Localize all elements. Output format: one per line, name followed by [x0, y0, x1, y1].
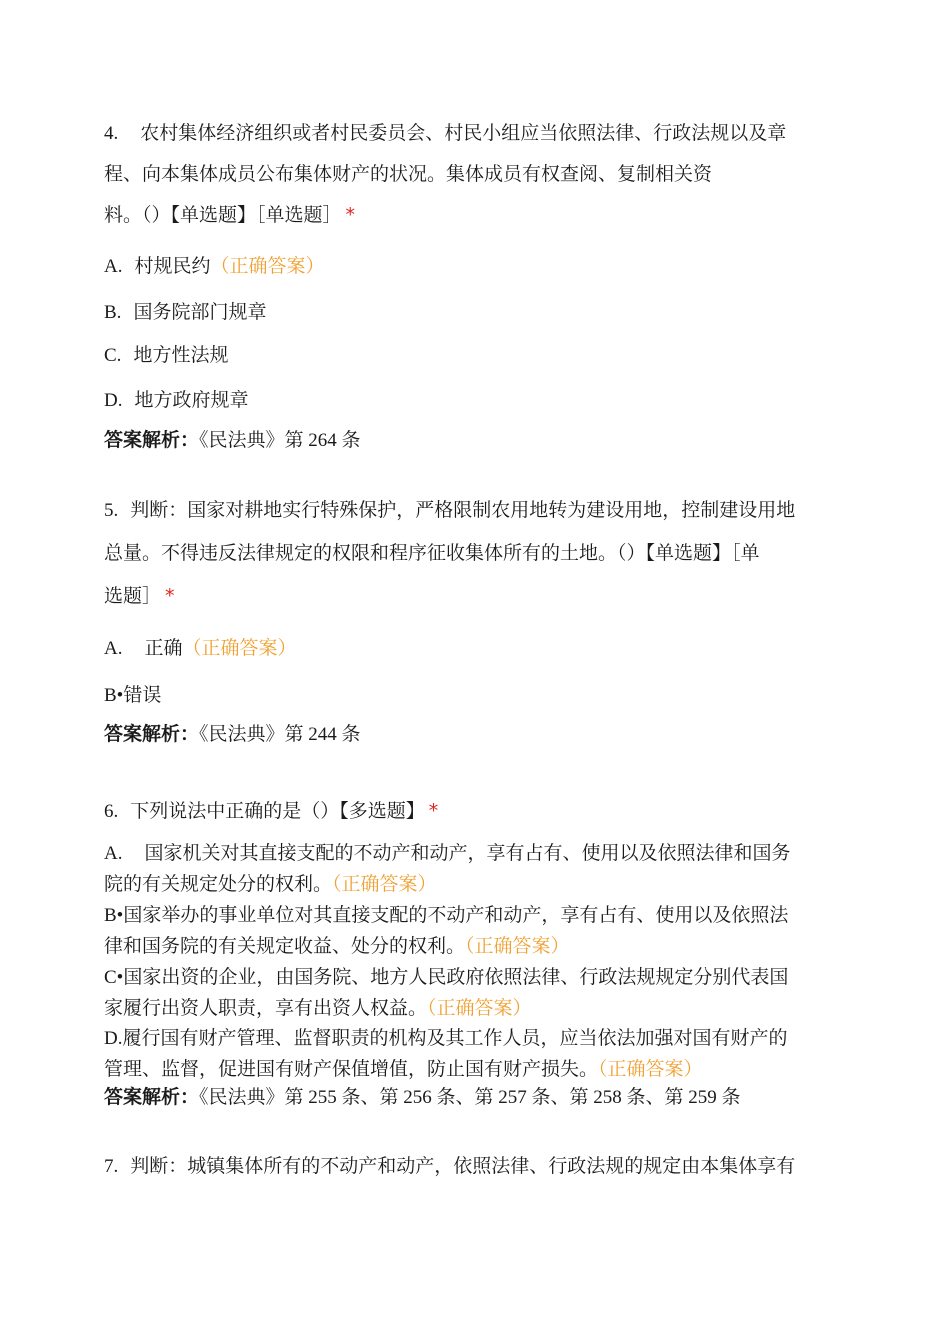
option-key: A. [104, 843, 123, 864]
option-a [104, 252, 844, 281]
option-a [104, 634, 844, 663]
option-key: B• [104, 685, 124, 706]
option-key: B• [104, 905, 124, 926]
question-text-line: 农村集体经济组织或者村民委员会、村民小组应当依照法律、行政法规以及章 [140, 122, 787, 144]
option-key: C• [104, 967, 124, 988]
required-star: * [165, 585, 175, 607]
option-text: 家履行出资人职责，享有出资人权益。 [104, 997, 428, 1019]
question-number: 5. [104, 500, 119, 521]
option-d [104, 1023, 844, 1084]
option-b [104, 681, 844, 710]
answer-analysis [104, 426, 844, 455]
option-b [104, 900, 844, 961]
option-text: 错误 [123, 684, 162, 706]
option-text: 地方性法规 [133, 344, 229, 366]
correct-answer-mark: （正确答案） [182, 637, 297, 659]
answer-analysis [104, 720, 844, 749]
option-text: 履行国有财产管理、监督职责的机构及其工作人员，应当依法加强对国有财产的 [122, 1027, 788, 1049]
correct-answer-mark: （正确答案） [598, 1058, 703, 1080]
question-number: 7. [104, 1156, 119, 1177]
question-text-line: 下列说法中正确的是（）【多选题】 [130, 800, 425, 822]
question-number: 4. [104, 123, 119, 144]
option-text: 国家出资的企业，由国务院、地方人民政府依照法律、行政法规规定分别代表国 [123, 966, 789, 988]
option-text: 律和国务院的有关规定收益、处分的权利。 [104, 935, 466, 957]
question-7-stem [104, 1152, 844, 1181]
analysis-text: 《民法典》第 244 条 [199, 724, 361, 745]
answer-analysis [104, 1083, 844, 1112]
option-text: 正确 [144, 637, 183, 659]
option-d [104, 386, 844, 415]
option-text: 国务院部门规章 [133, 301, 267, 323]
correct-answer-mark: （正确答案） [465, 935, 570, 957]
analysis-label: 答案解析： [104, 1086, 200, 1108]
analysis-text: 《民法典》第 255 条、第 256 条、第 257 条、第 258 条、第 259 条 [199, 1087, 741, 1108]
option-key: A. [104, 638, 123, 659]
question-text-line: 料。（）【单选题】［单选题］ [104, 204, 342, 226]
question-6-stem [104, 797, 844, 826]
option-text: 地方政府规章 [134, 389, 249, 411]
option-text: 国家机关对其直接支配的不动产和动产，享有占有、使用以及依照法律和国务 [144, 842, 791, 864]
correct-answer-mark: （正确答案） [332, 873, 437, 895]
option-a [104, 838, 844, 899]
question-5-stem [104, 496, 844, 611]
question-text-line: 程、向本集体成员公布集体财产的状况。集体成员有权查阅、复制相关资 [104, 163, 713, 185]
option-key: A. [104, 256, 123, 277]
correct-answer-mark: （正确答案） [427, 997, 532, 1019]
option-key: D. [104, 1028, 123, 1049]
option-c [104, 962, 844, 1023]
option-key: D. [104, 390, 123, 411]
correct-answer-mark: （正确答案） [210, 255, 325, 277]
option-b [104, 298, 844, 327]
option-text: 管理、监督，促进国有财产保值增值，防止国有财产损失。 [104, 1058, 599, 1080]
question-number: 6. [104, 801, 119, 822]
option-key: C. [104, 345, 122, 366]
option-text: 院的有关规定处分的权利。 [104, 873, 333, 895]
question-text-line: 选题］ [104, 585, 162, 607]
analysis-label: 答案解析： [104, 429, 200, 451]
required-star: * [428, 800, 439, 822]
question-4-stem [104, 119, 844, 230]
question-text-line: 总量。不得违反法律规定的权限和程序征收集体所有的土地。（）【单选题】［单 [104, 542, 760, 564]
analysis-label: 答案解析： [104, 723, 200, 745]
question-text-line: 判断：城镇集体所有的不动产和动产，依照法律、行政法规的规定由本集体享有 [130, 1155, 796, 1177]
question-text-line: 判断：国家对耕地实行特殊保护，严格限制农用地转为建设用地，控制建设用地 [130, 499, 796, 521]
option-key: B. [104, 302, 122, 323]
option-text: 国家举办的事业单位对其直接支配的不动产和动产，享有占有、使用以及依照法 [123, 904, 789, 926]
option-text: 村规民约 [134, 255, 211, 277]
option-c [104, 341, 844, 370]
required-star: * [345, 204, 356, 226]
analysis-text: 《民法典》第 264 条 [199, 430, 361, 451]
